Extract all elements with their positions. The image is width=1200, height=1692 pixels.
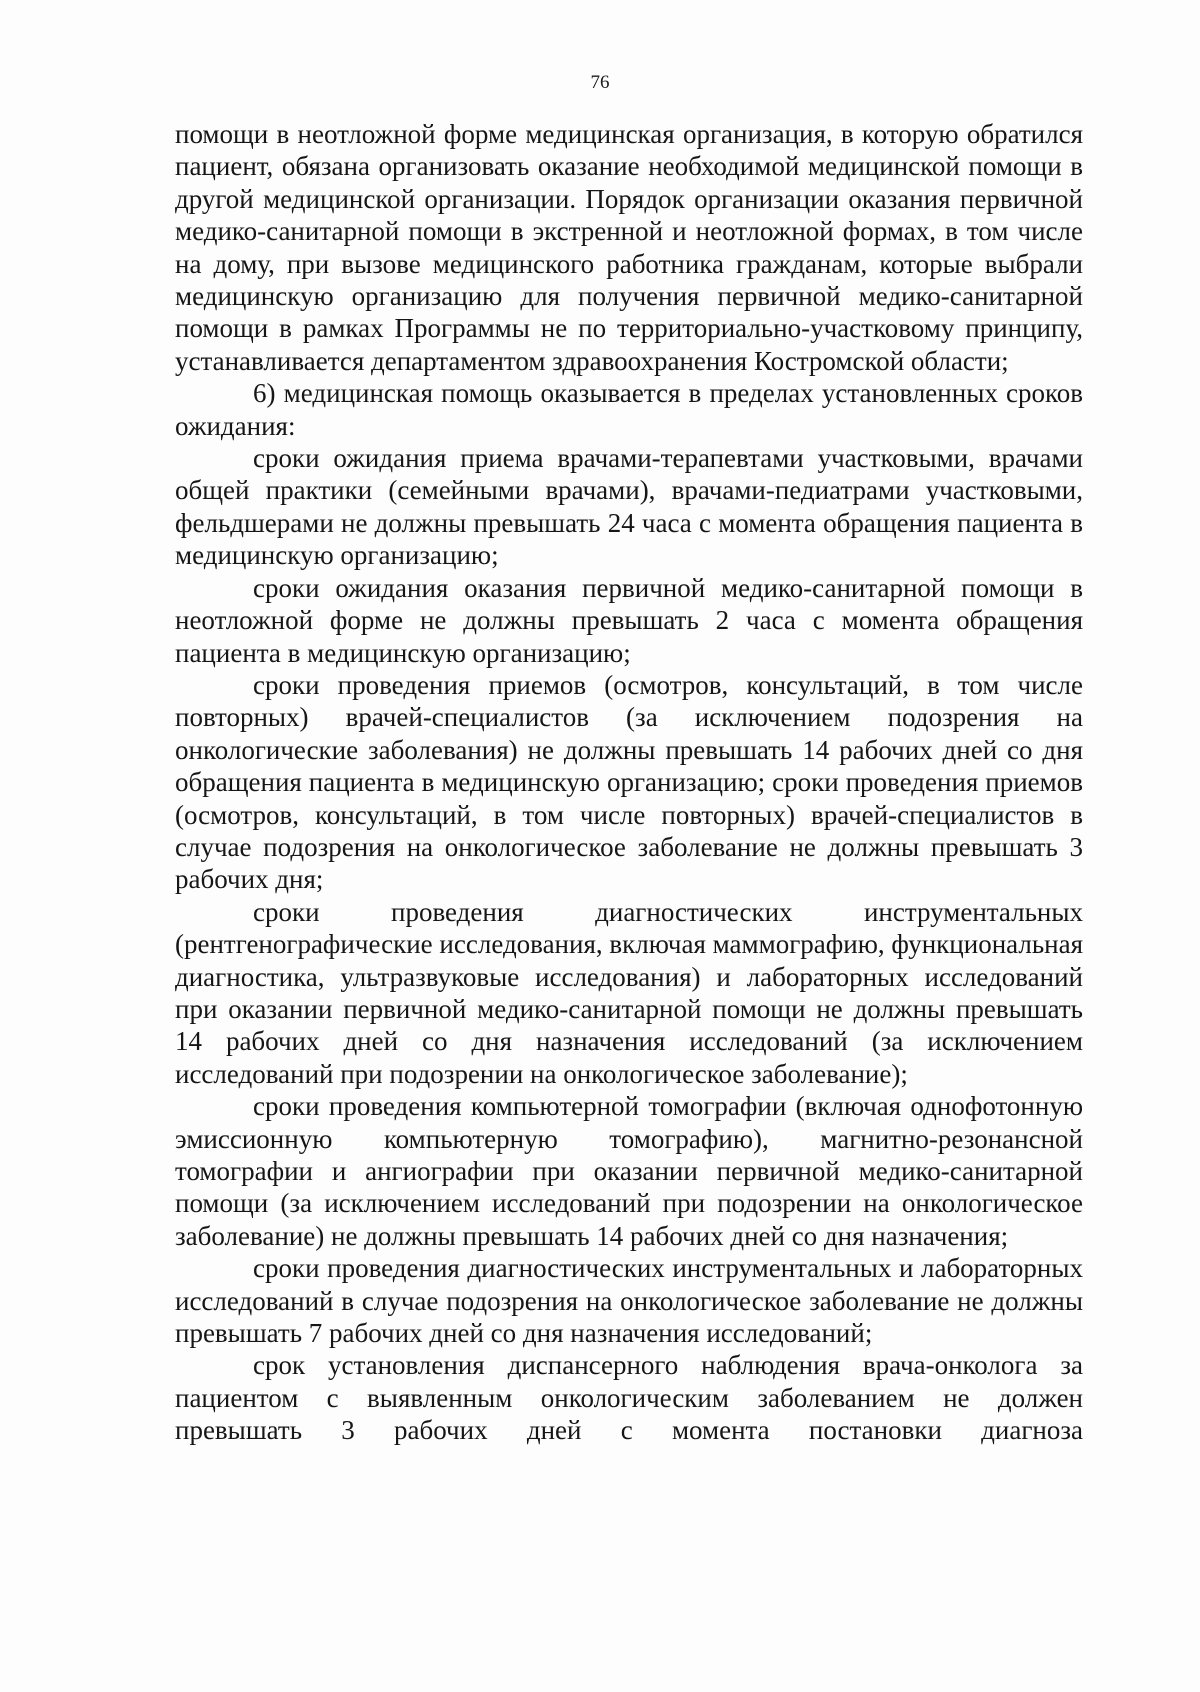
paragraph: помощи в неотложной форме медицинская организация, в которую обратился пациент, обязана организовать оказание необходимой медицинской помощи в другой медицинской организации. Порядок организации оказания первичной медико-санитарной помощи в экстренной и неотложной формах, в том числе на дому, при вызове медицинского работника гражданам, которые выбрали медицинскую организацию для получения первичной медико-санитарной помощи в рамках Программы не по территориально-участковому принципу, устанавливается департаментом здравоохранения Костромской области;: [175, 119, 1083, 376]
paragraph: срок установления диспансерного наблюдения врача-онколога за пациентом с выявленным онкологическим заболеванием не должен превышать 3 рабочих дней с момента постановки диагноза: [175, 1350, 1083, 1446]
paragraph: сроки проведения приемов (осмотров, консультаций, в том числе повторных) врачей-специалистов (за исключением подозрения на онкологические заболевания) не должны превышать 14 рабочих дней со дня обращения пациента в медицинскую организацию; сроки проведения приемов (осмотров, консультаций, в том числе повторных) врачей-специалистов в случае подозрения на онкологическое заболевание не должны превышать 3 рабочих дня;: [175, 669, 1083, 895]
paragraph: сроки ожидания приема врачами-терапевтами участковыми, врачами общей практики (семейными врачами), врачами-педиатрами участковыми, фельдшерами не должны превышать 24 часа с момента обращения пациента в медицинскую организацию;: [175, 443, 1083, 571]
paragraph: сроки ожидания оказания первичной медико-санитарной помощи в неотложной форме не должны превышать 2 часа с момента обращения пациента в медицинскую организацию;: [175, 572, 1083, 668]
page-number: 76: [590, 72, 610, 93]
paragraph: сроки проведения диагностических инструментальных и лабораторных исследований в случае подозрения на онкологическое заболевание не должны превышать 7 рабочих дней со дня назначения исследований;: [175, 1253, 1083, 1349]
paragraph: сроки проведения компьютерной томографии (включая однофотонную эмиссионную компьютерную томографию), магнитно-резонансной томографии и ангиографии при оказании первичной медико-санитарной помощи (за исключением исследований при подозрении на онкологическое заболевание) не должны превышать 14 рабочих дней со дня назначения;: [175, 1091, 1083, 1251]
paragraph: 6) медицинская помощь оказывается в пределах установленных сроков ожидания:: [175, 378, 1083, 441]
document-body: [175, 118, 1083, 1447]
paragraph: сроки проведения диагностических инструментальных (рентгенографические исследования, включая маммографию, функциональная диагностика, ультразвуковые исследования) и лабораторных исследований при оказании первичной медико-санитарной помощи не должны превышать 14 рабочих дней со дня назначения исследований (за исключением исследований при подозрении на онкологическое заболевание);: [175, 896, 1083, 1089]
